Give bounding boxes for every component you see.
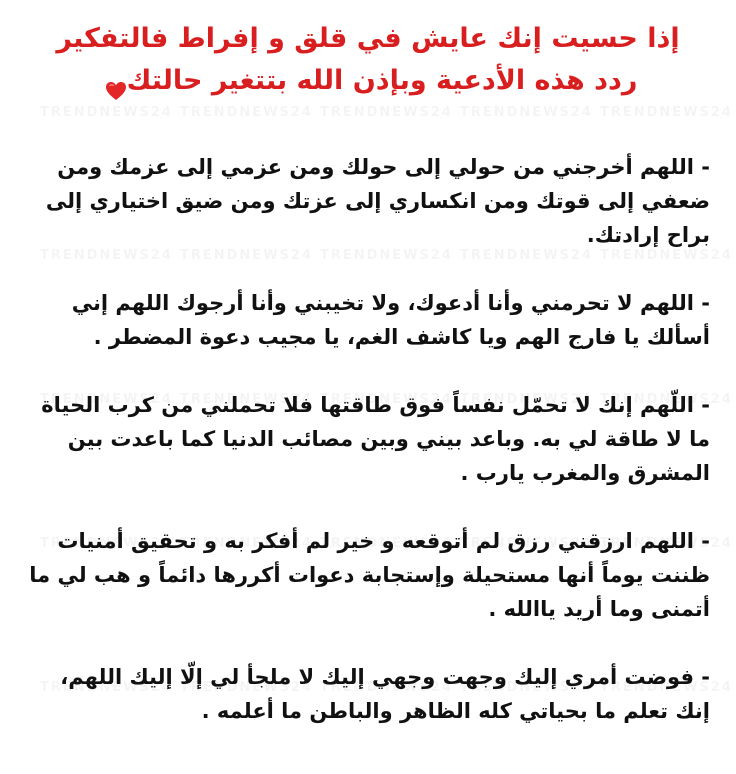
prayers-list bbox=[26, 150, 710, 728]
prayer-paragraph-2: - اللهم لا تحرمني وأنا أدعوك، ولا تخيبني وأنا أرجوك اللهم إني أسألك يا فارج الهم ويا كاشف الغم، يا مجيب دعوة المضطر . bbox=[71, 291, 710, 349]
prayer-paragraph-4: - اللهم ارزقني رزق لم أتوقعه و خير لم أفكر به و تحقيق أمنيات ظننت يوماً أنها مستحيلة وإستجابة دعوات أكررها دائماً و هب لي ما أتمنى وما أريد ياالله . bbox=[29, 529, 710, 621]
prayer-paragraph-1: - اللهم أخرجني من حولي إلى حولك ومن عزمي إلى عزمك ومن ضعفي إلى قوتك ومن انكساري إلى عزتك ومن ضيق اختياري إلى براح إرادتك. bbox=[45, 155, 710, 247]
prayer-paragraph-5: - فوضت أمري إليك وجهت وجهي إليك لا ملجأ لي إلّا إليك اللهم، إنك تعلم ما بحياتي كله الظاهر والباطن ما أعلمه . bbox=[60, 665, 710, 723]
heart-icon bbox=[105, 72, 127, 92]
header-title-line-2-text: ردد هذه الأدعية وبإذن الله بتتغير حالتك bbox=[126, 65, 638, 96]
prayer-paragraph-3: - اللّهم إنك لا تحمّل نفساً فوق طاقتها فلا تحملني من كرب الحياة ما لا طاقة لي به. وباعد بيني وبين مصائب الدنيا كما باعدت بين المشرق والمغرب يارب . bbox=[41, 393, 710, 485]
header-title-line-1: إذا حسيت إنك عايش في قلق و إفراط فالتفكير bbox=[56, 23, 680, 54]
header-title-line-2 bbox=[22, 60, 714, 102]
header bbox=[22, 18, 714, 102]
